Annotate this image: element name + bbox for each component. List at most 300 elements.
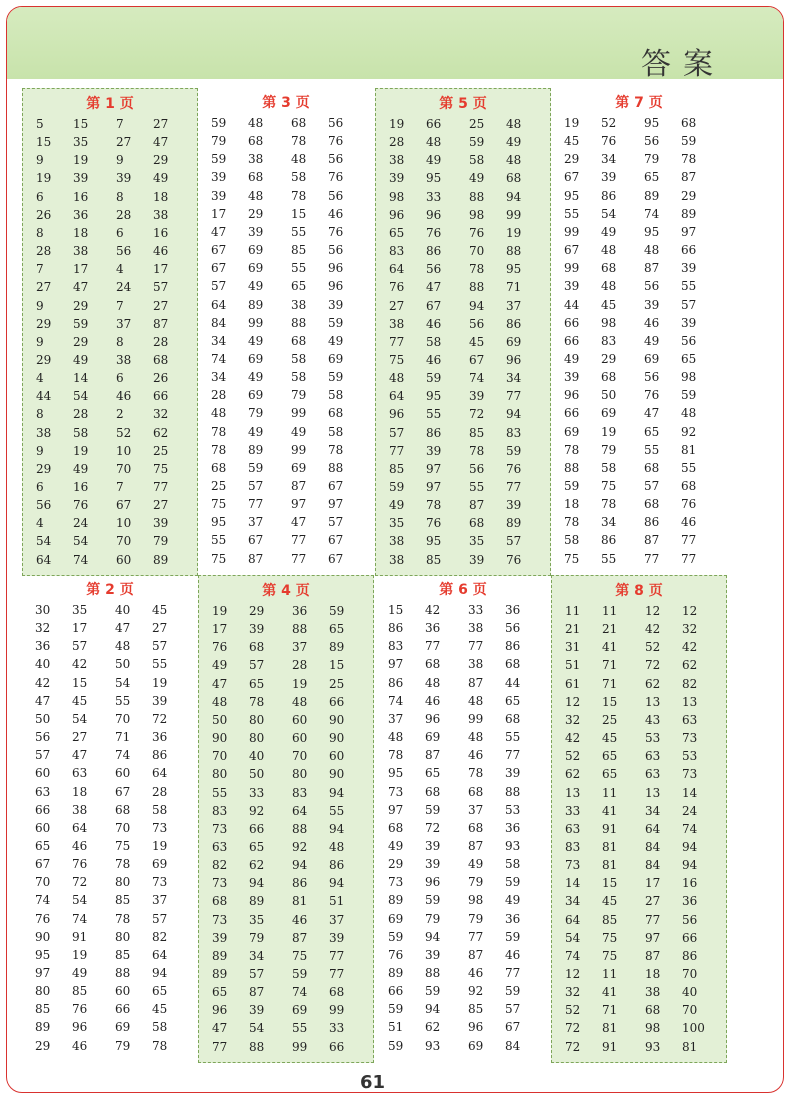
answer-value: 89 bbox=[644, 188, 660, 203]
answer-row bbox=[23, 260, 199, 278]
answer-value: 51 bbox=[388, 1020, 404, 1035]
answer-value: 69 bbox=[152, 857, 168, 872]
answer-value: 88 bbox=[328, 460, 344, 475]
answer-value: 68 bbox=[681, 479, 697, 493]
answer-row bbox=[22, 801, 198, 819]
answer-value: 65 bbox=[681, 351, 697, 366]
answer-value: 85 bbox=[389, 461, 405, 476]
answer-value: 68 bbox=[425, 784, 441, 799]
answer-value: 88 bbox=[469, 280, 485, 295]
answer-value: 78 bbox=[469, 262, 485, 277]
answer-row bbox=[198, 513, 374, 531]
answer-row bbox=[22, 1018, 198, 1036]
answer-value: 78 bbox=[426, 498, 442, 513]
answer-row bbox=[551, 477, 727, 495]
answer-value: 17 bbox=[153, 262, 169, 277]
answer-value: 87 bbox=[248, 551, 264, 566]
answer-row bbox=[551, 423, 727, 441]
answer-value: 66 bbox=[329, 1039, 345, 1054]
answer-value: 45 bbox=[601, 297, 617, 312]
answer-row bbox=[552, 693, 728, 711]
answer-value: 65 bbox=[249, 676, 265, 691]
answer-value: 70 bbox=[682, 1003, 698, 1018]
answer-value: 79 bbox=[211, 134, 227, 149]
answer-value: 45 bbox=[602, 731, 618, 746]
answer-value: 83 bbox=[506, 425, 522, 440]
answer-value: 79 bbox=[248, 406, 264, 421]
answer-row bbox=[552, 911, 728, 929]
answer-value: 46 bbox=[292, 912, 308, 927]
answer-value: 93 bbox=[425, 1038, 441, 1053]
answer-row bbox=[198, 241, 374, 259]
answer-row bbox=[198, 350, 374, 368]
answer-value: 9 bbox=[36, 443, 44, 458]
answer-value: 38 bbox=[36, 425, 52, 440]
answer-value: 65 bbox=[389, 225, 405, 240]
answer-value: 86 bbox=[644, 515, 660, 530]
answer-value: 19 bbox=[73, 443, 89, 458]
answer-value: 32 bbox=[682, 622, 698, 637]
answer-value: 79 bbox=[468, 911, 484, 926]
answer-value: 56 bbox=[35, 730, 51, 745]
answer-value: 83 bbox=[565, 839, 581, 854]
answer-value: 55 bbox=[115, 693, 131, 708]
answer-value: 86 bbox=[426, 244, 442, 259]
answer-value: 59 bbox=[211, 116, 227, 130]
answer-row bbox=[376, 442, 552, 460]
answer-value: 32 bbox=[565, 712, 581, 727]
answer-value: 49 bbox=[248, 333, 264, 348]
answer-value: 89 bbox=[249, 894, 265, 909]
answer-value: 79 bbox=[153, 534, 169, 549]
answer-value: 77 bbox=[389, 334, 405, 349]
answer-value: 77 bbox=[291, 551, 307, 566]
answer-value: 68 bbox=[291, 333, 307, 348]
answer-row bbox=[375, 964, 551, 982]
answer-value: 96 bbox=[389, 207, 405, 222]
answer-value: 69 bbox=[388, 911, 404, 926]
answer-row bbox=[376, 333, 552, 351]
answer-value: 8 bbox=[116, 334, 124, 349]
answer-value: 94 bbox=[152, 966, 168, 980]
answer-row bbox=[552, 711, 728, 729]
answer-value: 59 bbox=[248, 460, 264, 475]
answer-value: 67 bbox=[426, 298, 442, 313]
answer-value: 81 bbox=[602, 1021, 618, 1036]
answer-value: 91 bbox=[602, 821, 618, 836]
answer-value: 89 bbox=[388, 966, 404, 980]
answer-value: 94 bbox=[506, 407, 522, 422]
answer-value: 19 bbox=[506, 225, 522, 240]
answer-value: 56 bbox=[644, 134, 660, 149]
answer-row bbox=[375, 928, 551, 946]
answer-value: 34 bbox=[601, 152, 617, 167]
answer-row bbox=[23, 297, 199, 315]
answer-value: 82 bbox=[682, 676, 698, 691]
answer-row bbox=[22, 746, 198, 764]
answer-value: 67 bbox=[116, 498, 132, 513]
answer-value: 38 bbox=[116, 352, 132, 367]
answer-value: 56 bbox=[644, 279, 660, 294]
answer-value: 85 bbox=[468, 1002, 484, 1017]
answer-value: 76 bbox=[681, 497, 697, 512]
answer-value: 15 bbox=[602, 876, 618, 891]
answer-row bbox=[375, 1037, 551, 1055]
answer-value: 70 bbox=[35, 875, 51, 890]
answer-value: 99 bbox=[248, 315, 264, 330]
answer-value: 55 bbox=[681, 460, 697, 475]
answer-row bbox=[23, 351, 199, 369]
answer-value: 59 bbox=[505, 875, 521, 890]
answer-value: 14 bbox=[73, 371, 89, 386]
answer-value: 68 bbox=[644, 460, 660, 475]
answer-row bbox=[551, 513, 727, 531]
answer-row bbox=[199, 656, 375, 674]
answer-value: 47 bbox=[212, 676, 228, 691]
answer-row bbox=[22, 837, 198, 855]
answer-value: 7 bbox=[116, 480, 124, 494]
answer-value: 17 bbox=[73, 262, 89, 277]
answer-value: 48 bbox=[292, 694, 308, 709]
answer-value: 55 bbox=[291, 261, 307, 276]
answer-value: 66 bbox=[564, 406, 580, 421]
answer-value: 43 bbox=[645, 712, 661, 727]
answer-value: 76 bbox=[72, 857, 88, 872]
answer-value: 85 bbox=[35, 1002, 51, 1017]
answer-row bbox=[199, 747, 375, 765]
answer-value: 75 bbox=[602, 930, 618, 945]
answer-value: 88 bbox=[564, 460, 580, 475]
answer-row bbox=[552, 620, 728, 638]
answer-value: 49 bbox=[153, 171, 169, 186]
answer-value: 35 bbox=[249, 912, 265, 927]
answer-value: 87 bbox=[681, 170, 697, 185]
answer-value: 86 bbox=[152, 748, 168, 763]
answer-value: 88 bbox=[505, 784, 521, 799]
answer-value: 34 bbox=[211, 370, 227, 385]
answer-value: 57 bbox=[681, 297, 697, 312]
answer-value: 39 bbox=[425, 838, 441, 853]
answer-value: 79 bbox=[644, 152, 660, 167]
answer-value: 69 bbox=[328, 351, 344, 366]
answer-value: 52 bbox=[601, 116, 617, 130]
answer-value: 68 bbox=[388, 820, 404, 835]
answer-value: 73 bbox=[388, 875, 404, 890]
answer-value: 41 bbox=[602, 640, 618, 655]
answer-value: 33 bbox=[565, 803, 581, 818]
answer-value: 35 bbox=[469, 534, 485, 549]
answer-value: 11 bbox=[602, 604, 618, 618]
answer-row bbox=[23, 224, 199, 242]
answer-value: 57 bbox=[506, 534, 522, 549]
answer-value: 18 bbox=[72, 784, 88, 799]
answer-row bbox=[376, 260, 552, 278]
answer-value: 76 bbox=[601, 134, 617, 149]
answer-value: 75 bbox=[601, 479, 617, 493]
answer-value: 75 bbox=[602, 948, 618, 963]
answer-value: 95 bbox=[426, 534, 442, 549]
answer-value: 18 bbox=[564, 497, 580, 512]
answer-value: 77 bbox=[644, 551, 660, 566]
answer-row bbox=[23, 551, 199, 569]
answer-row bbox=[199, 693, 375, 711]
answer-value: 42 bbox=[645, 622, 661, 637]
answer-row bbox=[199, 929, 375, 947]
answer-value: 68 bbox=[211, 460, 227, 475]
answer-value: 39 bbox=[389, 171, 405, 186]
answer-row bbox=[551, 495, 727, 513]
answer-value: 56 bbox=[36, 498, 52, 513]
answer-value: 64 bbox=[72, 820, 88, 835]
answer-value: 25 bbox=[329, 676, 345, 691]
answer-value: 19 bbox=[152, 675, 168, 690]
answer-row bbox=[199, 784, 375, 802]
answer-value: 78 bbox=[291, 134, 307, 149]
answer-value: 38 bbox=[645, 985, 661, 1000]
answer-value: 75 bbox=[115, 838, 131, 853]
answer-value: 17 bbox=[212, 622, 228, 637]
answer-value: 67 bbox=[248, 533, 264, 548]
answer-row bbox=[23, 151, 199, 169]
answer-value: 60 bbox=[329, 749, 345, 764]
answer-row bbox=[375, 728, 551, 746]
answer-value: 57 bbox=[248, 479, 264, 493]
answer-row bbox=[376, 151, 552, 169]
answer-row bbox=[22, 855, 198, 873]
answer-value: 58 bbox=[152, 1020, 168, 1035]
answer-value: 83 bbox=[601, 333, 617, 348]
answer-value: 67 bbox=[469, 352, 485, 367]
answer-value: 15 bbox=[72, 675, 88, 690]
answer-value: 48 bbox=[329, 839, 345, 854]
answer-row bbox=[23, 496, 199, 514]
page-number: 61 bbox=[360, 1072, 386, 1093]
answer-value: 87 bbox=[469, 498, 485, 513]
answer-row bbox=[22, 601, 198, 619]
answer-value: 39 bbox=[681, 261, 697, 276]
answer-value: 13 bbox=[645, 785, 661, 800]
answer-row bbox=[552, 802, 728, 820]
answer-row bbox=[22, 891, 198, 909]
answer-value: 48 bbox=[425, 675, 441, 690]
answer-value: 77 bbox=[291, 533, 307, 548]
answer-value: 32 bbox=[565, 985, 581, 1000]
answer-value: 64 bbox=[389, 389, 405, 404]
answer-value: 91 bbox=[602, 1039, 618, 1054]
answer-value: 58 bbox=[291, 370, 307, 385]
answer-value: 94 bbox=[292, 858, 308, 873]
answer-value: 18 bbox=[153, 189, 169, 204]
answer-value: 29 bbox=[36, 461, 52, 476]
section-title: 第 6 页 bbox=[439, 582, 487, 598]
answer-value: 18 bbox=[645, 967, 661, 981]
answer-value: 59 bbox=[426, 371, 442, 386]
answer-value: 66 bbox=[35, 802, 51, 817]
answer-value: 76 bbox=[73, 498, 89, 513]
answer-value: 15 bbox=[602, 694, 618, 709]
answer-value: 100 bbox=[682, 1021, 705, 1036]
answer-value: 87 bbox=[292, 930, 308, 945]
answer-value: 68 bbox=[153, 352, 169, 367]
answer-value: 62 bbox=[682, 658, 698, 673]
answer-value: 72 bbox=[152, 711, 168, 726]
answer-value: 49 bbox=[426, 153, 442, 168]
answer-row bbox=[376, 496, 552, 514]
answer-row bbox=[23, 169, 199, 187]
answer-value: 52 bbox=[565, 1003, 581, 1018]
answer-value: 16 bbox=[682, 876, 698, 891]
answer-row bbox=[198, 187, 374, 205]
answer-value: 75 bbox=[211, 551, 227, 566]
answer-row bbox=[552, 929, 728, 947]
answer-value: 85 bbox=[115, 893, 131, 908]
answer-value: 79 bbox=[115, 1038, 131, 1053]
answer-value: 69 bbox=[644, 351, 660, 366]
answer-value: 9 bbox=[36, 334, 44, 349]
answer-row bbox=[23, 460, 199, 478]
answer-value: 85 bbox=[426, 552, 442, 567]
answer-value: 77 bbox=[681, 533, 697, 548]
answer-value: 73 bbox=[212, 876, 228, 891]
answer-value: 39 bbox=[426, 443, 442, 458]
answer-row bbox=[552, 1001, 728, 1019]
answer-value: 28 bbox=[36, 244, 52, 259]
answer-value: 94 bbox=[329, 785, 345, 800]
answer-value: 39 bbox=[249, 1003, 265, 1018]
answer-value: 29 bbox=[73, 334, 89, 349]
answer-row bbox=[198, 531, 374, 549]
answer-value: 53 bbox=[645, 731, 661, 746]
answer-value: 73 bbox=[682, 767, 698, 782]
answer-value: 54 bbox=[72, 711, 88, 726]
answer-value: 72 bbox=[425, 820, 441, 835]
answer-row bbox=[375, 692, 551, 710]
answer-value: 77 bbox=[645, 912, 661, 927]
answer-row bbox=[199, 1038, 375, 1056]
answer-value: 35 bbox=[73, 135, 89, 150]
answer-row bbox=[199, 675, 375, 693]
answer-value: 49 bbox=[248, 370, 264, 385]
answer-value: 9 bbox=[36, 153, 44, 168]
answer-value: 36 bbox=[292, 604, 308, 618]
answer-value: 63 bbox=[35, 784, 51, 799]
answer-row bbox=[552, 784, 728, 802]
answer-value: 19 bbox=[601, 424, 617, 439]
answer-value: 60 bbox=[292, 731, 308, 746]
answer-value: 97 bbox=[35, 966, 51, 980]
answer-value: 49 bbox=[72, 966, 88, 980]
answer-row bbox=[552, 1019, 728, 1037]
answer-row bbox=[551, 114, 727, 132]
answer-value: 78 bbox=[152, 1038, 168, 1053]
answer-value: 39 bbox=[248, 224, 264, 239]
answer-value: 15 bbox=[36, 135, 52, 150]
answer-value: 48 bbox=[291, 152, 307, 167]
answer-value: 60 bbox=[35, 820, 51, 835]
answer-value: 64 bbox=[292, 803, 308, 818]
answer-value: 75 bbox=[211, 497, 227, 512]
answer-value: 56 bbox=[328, 243, 344, 258]
answer-value: 65 bbox=[602, 767, 618, 782]
answer-value: 69 bbox=[506, 334, 522, 349]
answer-value: 79 bbox=[291, 388, 307, 403]
answer-value: 68 bbox=[329, 985, 345, 1000]
answer-value: 26 bbox=[36, 207, 52, 222]
answer-row bbox=[23, 278, 199, 296]
answer-row bbox=[199, 874, 375, 892]
answer-value: 58 bbox=[426, 334, 442, 349]
answer-value: 59 bbox=[425, 802, 441, 817]
answer-value: 47 bbox=[291, 515, 307, 530]
answer-row bbox=[22, 1000, 198, 1018]
answer-value: 68 bbox=[468, 820, 484, 835]
answer-value: 65 bbox=[425, 766, 441, 781]
answer-value: 64 bbox=[211, 297, 227, 312]
answer-row bbox=[375, 873, 551, 891]
answer-value: 73 bbox=[212, 912, 228, 927]
answer-row bbox=[198, 386, 374, 404]
answer-value: 83 bbox=[389, 244, 405, 259]
answer-value: 68 bbox=[469, 516, 485, 531]
answer-value: 68 bbox=[645, 1003, 661, 1018]
answer-value: 24 bbox=[116, 280, 132, 295]
answer-value: 98 bbox=[389, 189, 405, 204]
answer-value: 85 bbox=[469, 425, 485, 440]
answer-value: 25 bbox=[153, 443, 169, 458]
answer-value: 48 bbox=[212, 694, 228, 709]
answer-value: 60 bbox=[292, 712, 308, 727]
answer-value: 78 bbox=[211, 424, 227, 439]
answer-value: 49 bbox=[73, 461, 89, 476]
answer-value: 59 bbox=[389, 480, 405, 494]
answer-value: 39 bbox=[211, 188, 227, 203]
answer-row bbox=[198, 205, 374, 223]
answer-value: 46 bbox=[468, 748, 484, 763]
answer-value: 68 bbox=[601, 261, 617, 276]
answer-value: 76 bbox=[426, 225, 442, 240]
answer-row bbox=[198, 477, 374, 495]
answer-row bbox=[198, 259, 374, 277]
answer-value: 72 bbox=[565, 1021, 581, 1036]
answer-row bbox=[376, 351, 552, 369]
answer-value: 42 bbox=[425, 603, 441, 617]
answer-value: 39 bbox=[469, 389, 485, 404]
answer-value: 70 bbox=[212, 749, 228, 764]
answer-value: 50 bbox=[249, 767, 265, 782]
answer-value: 46 bbox=[681, 515, 697, 530]
answer-value: 68 bbox=[468, 784, 484, 799]
answer-value: 78 bbox=[249, 694, 265, 709]
answer-value: 45 bbox=[152, 603, 168, 617]
answer-value: 36 bbox=[152, 730, 168, 745]
answer-row bbox=[22, 674, 198, 692]
answer-value: 68 bbox=[601, 370, 617, 385]
answer-value: 69 bbox=[564, 424, 580, 439]
answer-value: 73 bbox=[152, 875, 168, 890]
answer-value: 67 bbox=[211, 243, 227, 258]
answer-row bbox=[199, 892, 375, 910]
answer-value: 28 bbox=[73, 407, 89, 422]
answer-value: 49 bbox=[644, 333, 660, 348]
answer-value: 63 bbox=[212, 839, 228, 854]
answer-row bbox=[551, 150, 727, 168]
answer-value: 57 bbox=[72, 639, 88, 654]
answer-value: 44 bbox=[505, 675, 521, 690]
answer-row bbox=[198, 441, 374, 459]
answer-value: 36 bbox=[73, 207, 89, 222]
answer-row bbox=[198, 423, 374, 441]
answer-value: 79 bbox=[468, 875, 484, 890]
